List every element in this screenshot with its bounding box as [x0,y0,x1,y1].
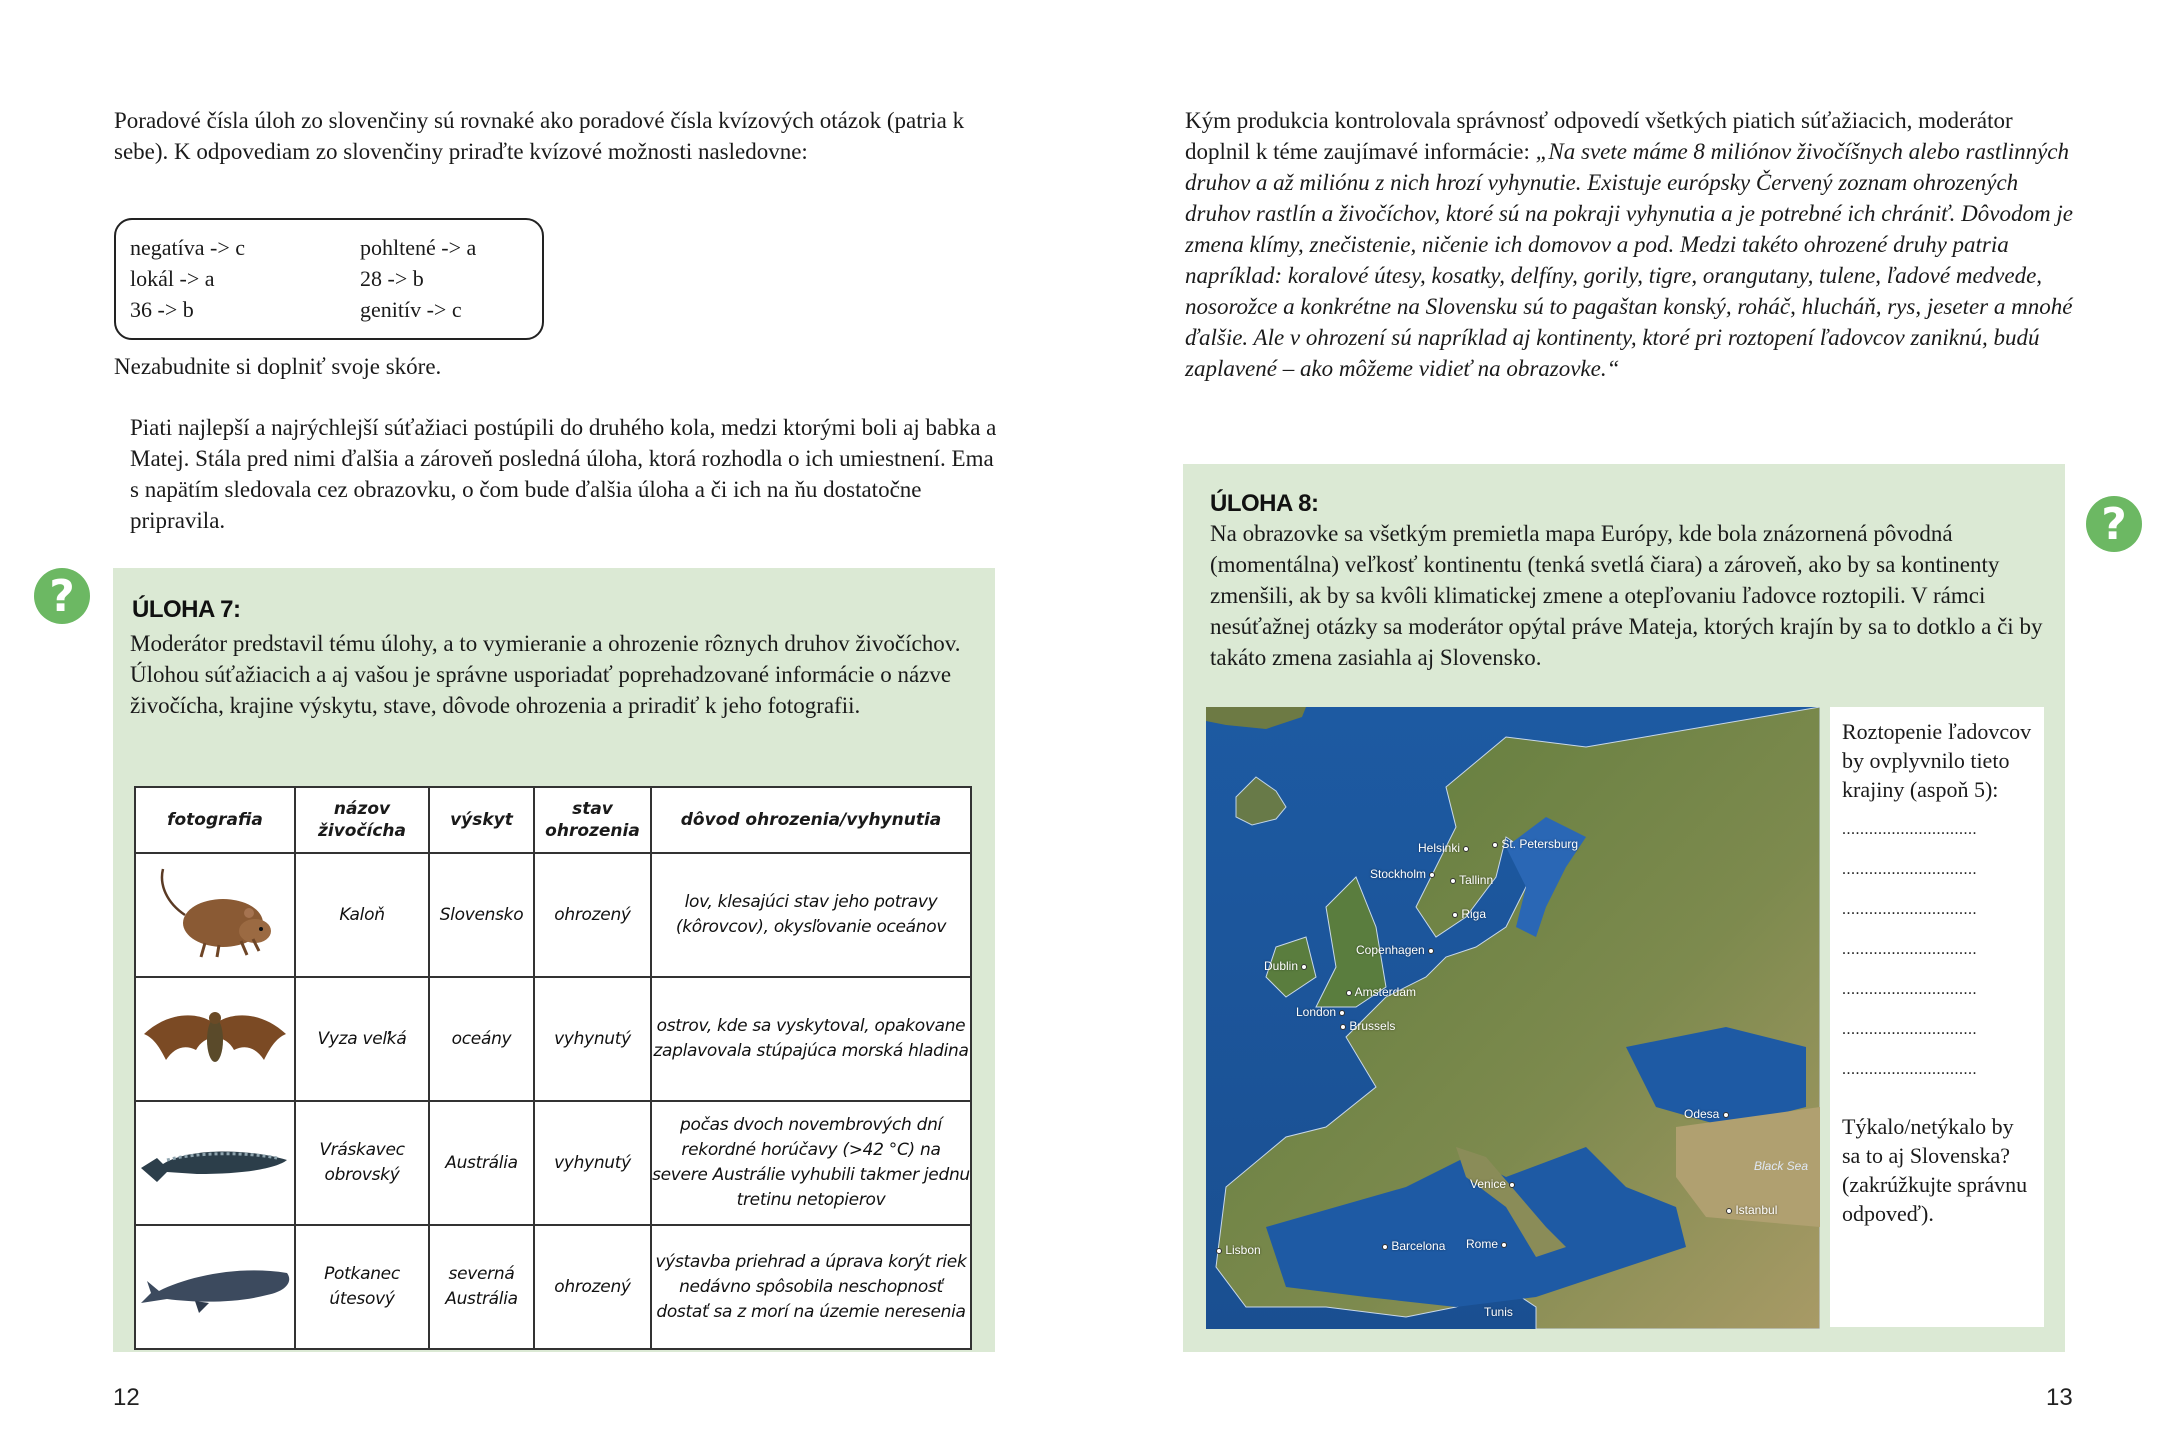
animal-name: Potkanec útesový [295,1225,429,1349]
city-label: Amsterdam [1346,985,1416,999]
city-label: Riga [1452,907,1486,921]
city-label: Stockholm [1370,867,1435,881]
animal-state: vyhynutý [534,1101,651,1225]
header-state: stav ohrozenia [534,787,651,853]
city-label: St. Petersburg [1492,837,1578,851]
city-label: Copenhagen [1356,943,1434,957]
moderator-intro: Kým produkcia kontrolovala správnosť odpovedí všetkých piatich súťažiacich, moderátor doplnil k téme zaujímavé informácie: [1185,108,2013,164]
photo-cell [135,1225,295,1349]
animal-reason: ostrov, kde sa vyskytoval, opakovane zaplavovala stúpajúca morská hladina [651,977,971,1101]
score-reminder: Nezabudnite si doplniť svoje skóre. [114,354,442,379]
answer-item: 28 -> b [360,266,424,291]
rat-image [145,865,285,965]
city-label: London [1296,1005,1345,1019]
header-occurrence: výskyt [429,787,534,853]
animal-reason: lov, klesajúci stav jeho potravy (kôrovcov), okysľovanie oceánov [651,853,971,977]
animal-occurrence: severná Austrália [429,1225,534,1349]
city-label: Tallinn [1450,873,1493,887]
city-label: Rome [1466,1237,1507,1251]
animal-state: vyhynutý [534,977,651,1101]
table-header-row [135,787,971,853]
animal-occurrence: Austrália [429,1101,534,1225]
answer-item: genitív -> c [360,297,462,322]
answer-blank-line[interactable]: .............................. [1842,941,1977,958]
question-icon: ? [34,568,90,624]
city-label: Barcelona [1382,1239,1445,1253]
table-row [135,1225,971,1349]
answer-panel [1830,707,2044,1327]
answer-blank-line[interactable]: .............................. [1842,861,1977,878]
answer-blank-line[interactable]: .............................. [1842,1021,1977,1038]
photo-cell [135,853,295,977]
answer-item: lokál -> a [130,266,215,291]
answer-key-box [114,218,544,340]
page-number-right: 13 [2046,1384,2073,1411]
city-label: Lisbon [1216,1243,1261,1257]
header-name: názov živočícha [295,787,429,853]
city-label: Dublin [1264,959,1307,973]
slovakia-question: Týkalo/netýkalo by sa to aj Slovenska? (zakrúžkujte správnu odpoveď). [1842,1114,2028,1226]
city-label: Tunis [1484,1305,1513,1319]
animal-occurrence: Slovensko [429,853,534,977]
city-label: Helsinki [1418,841,1469,855]
sturgeon-image [137,1138,293,1188]
answer-item: 36 -> b [130,297,194,322]
header-reason: dôvod ohrozenia/vyhynutia [651,787,971,853]
table-row [135,853,971,977]
whale-image [137,1257,293,1317]
moderator-paragraph [1185,105,2075,384]
animal-state: ohrozený [534,853,651,977]
bat-image [140,1004,290,1074]
page-number-left: 12 [113,1384,140,1411]
animal-state: ohrozený [534,1225,651,1349]
photo-cell [135,1101,295,1225]
animals-table [134,786,972,1350]
answer-blank-line[interactable]: .............................. [1842,821,1977,838]
animal-name: Vráskavec obrovský [295,1101,429,1225]
answer-blank-line[interactable]: .............................. [1842,901,1977,918]
answer-blank-line[interactable]: .............................. [1842,981,1977,998]
answer-blank-line[interactable]: .............................. [1842,1061,1977,1078]
task7-heading: ÚLOHA 7: [132,596,241,623]
city-label: Brussels [1340,1019,1395,1033]
question-icon: ? [2086,496,2142,552]
task8-description: Na obrazovke sa všetkým premietla mapa Európy, kde bola znázornená pôvodná (momentálna) veľkosť kontinentu (tenká svetlá čiara) a zároveň, ako by sa kontinenty zmenšili, ak by sa kvôli klimatickej zmene a otepľovaniu ľadovce roztopili. V rámci nesúťažnej otázky sa moderátor opýtal práve Mateja, ktorých krajín by sa to dotklo a či by takáto zmena zasiahla aj Slovensko. [1210,521,2043,670]
city-label: Odesa [1684,1107,1729,1121]
city-label: Istanbul [1726,1203,1777,1217]
table-row [135,977,971,1101]
story-paragraph: Piati najlepší a najrýchlejší súťažiaci postúpili do druhého kola, medzi ktorými boli aj babka a Matej. Stála pred nimi ďalšia a zároveň posledná úloha, ktorá rozhodla o ich umiestnení. Ema s napätím sledovala cez obrazovku, o čom bude ďalšia úloha a či ich na ňu dostatočne pripravila. [130,415,997,533]
task7-description: Moderátor predstavil tému úlohy, a to vymieranie a ohrozenie rôznych druhov živočíchov. Úlohou súťažiacich a aj vašou je správne usporiadať poprehadzované informácie o názve živočícha, krajine výskytu, stave, dôvode ohrozenia a priradiť k jeho fotografii. [130,631,961,718]
animal-occurrence: oceány [429,977,534,1101]
answer-item: negatíva -> c [130,235,246,260]
answer-item: pohltené -> a [360,235,477,260]
moderator-quote: „Na svete máme 8 miliónov živočíšnych alebo rastlinných druhov a až miliónu z nich hrozí vyhynutie. Existuje európsky Červený zoznam ohrozených druhov rastlín a živočíchov, ktoré sú na pokraji vyhynutia a je potrebné ich chrániť. Dôvodom je zmena klímy, znečistenie, ničenie ich domovov a pod. Medzi takéto ohrozené druhy patria napríklad: koralové útesy, kosatky, delfíny, gorily, tigre, orangutany, tulene, ľadové medvede, nosorožce a konkrétne na Slovensku sú to pagaštan konský, roháč, hlucháň, rys, jeseter a mnohé ďalšie. Ale v ohrození sú napríklad aj kontinenty, ktoré pri roztopení ľadovcov zaniknú, budú zaplavené – ako môžeme vidieť na obrazovke.“ [1185,139,2073,381]
animal-reason: výstavba priehrad a úprava korýt riek nedávno spôsobila neschopnosť dostať sa z morí na územie neresenia [651,1225,971,1349]
header-photo: fotografia [135,787,295,853]
city-label: Venice [1470,1177,1515,1191]
intro-paragraph: Poradové čísla úloh zo slovenčiny sú rovnaké ako poradové čísla kvízových otázok (patria k sebe). K odpovediam zo slovenčiny priraďte kvízové možnosti nasledovne: [114,108,965,164]
animal-name: Vyza veľká [295,977,429,1101]
animal-name: Kaloň [295,853,429,977]
task8-heading: ÚLOHA 8: [1210,490,1319,517]
animal-reason: počas dvoch novembrových dní rekordné horúčavy (>42 °C) na severe Austrálie vyhubili takmer jednu tretinu netopierov [651,1101,971,1225]
countries-prompt: Roztopenie ľadovcov by ovplyvnilo tieto krajiny (aspoň 5): [1842,719,2032,802]
europe-sea-level-map [1206,707,1820,1329]
table-row [135,1101,971,1225]
photo-cell [135,977,295,1101]
black-sea-label: Black Sea [1754,1159,1809,1173]
